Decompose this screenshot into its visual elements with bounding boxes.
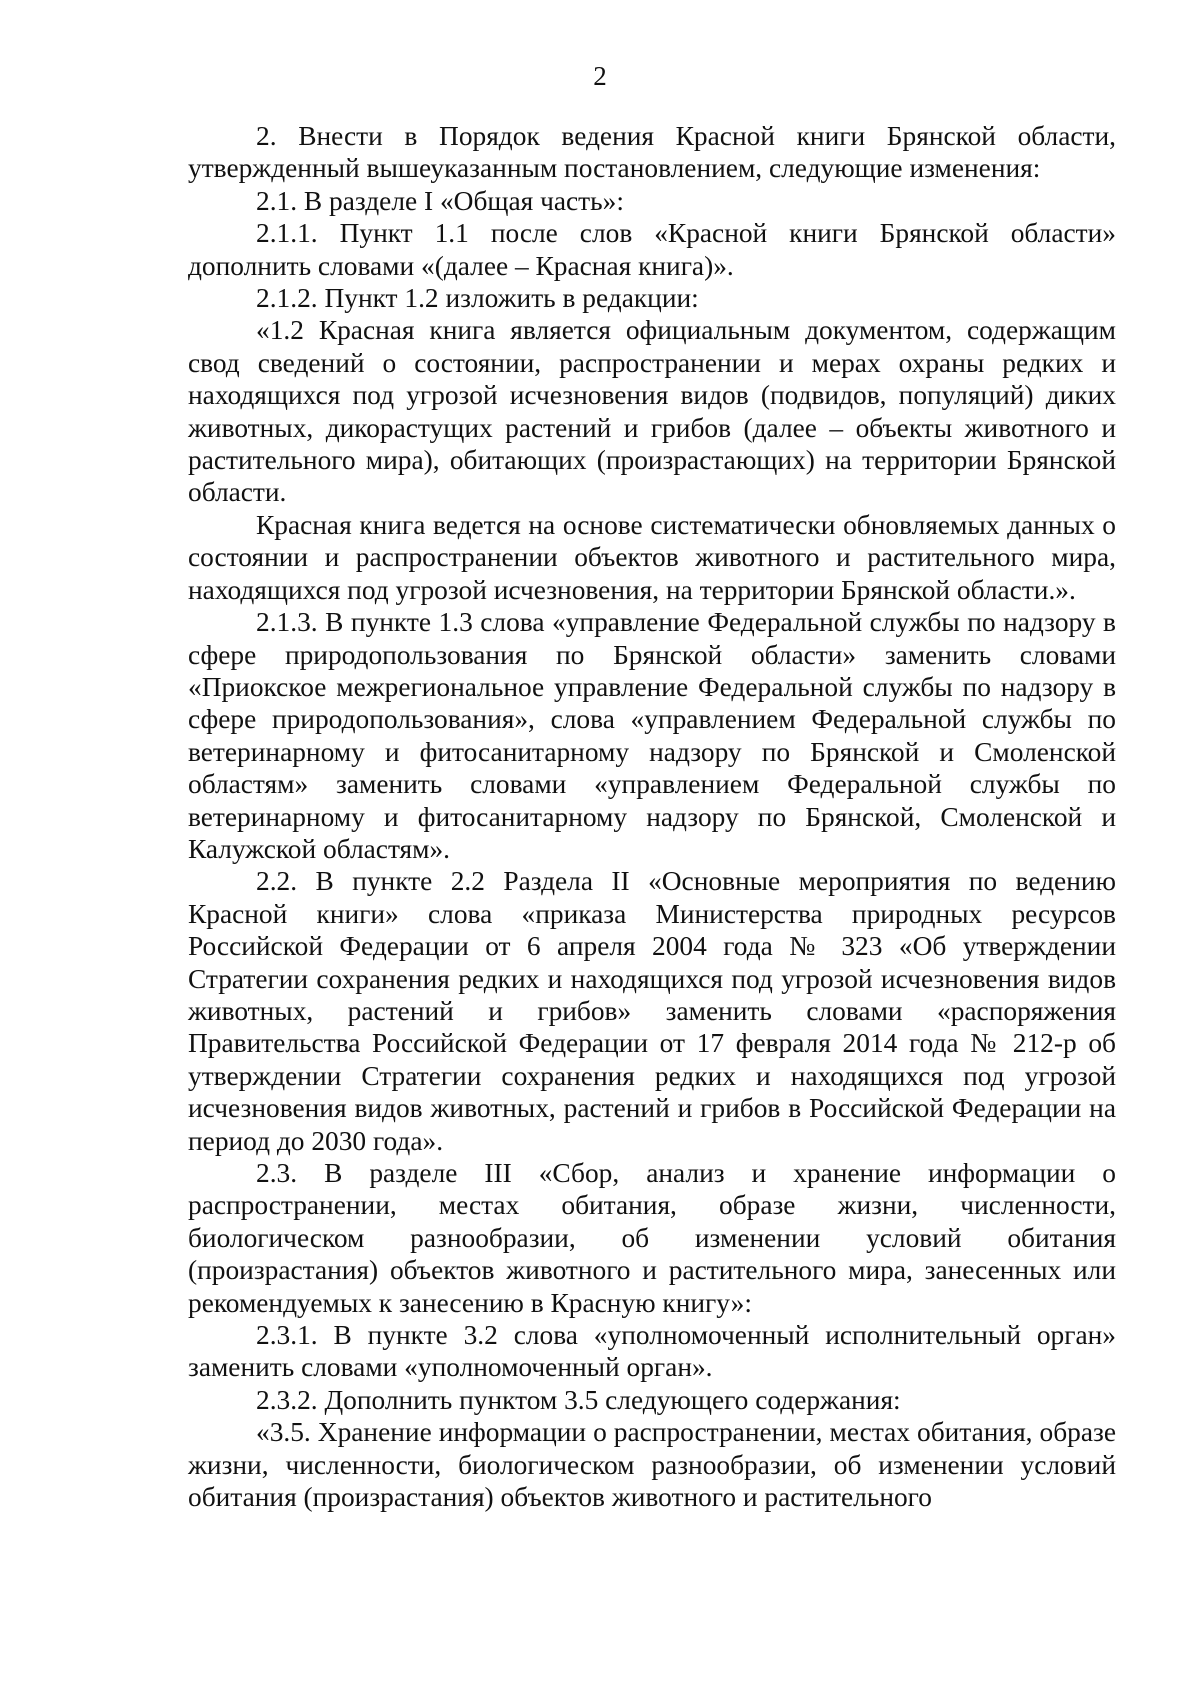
paragraph-quote-3-5: «3.5. Хранение информации о распространении, местах обитания, образе жизни, численности, биологическом разнообразии, об изменении условий обитания (произрастания) объектов животного и растительного [188,1417,1116,1513]
paragraph-red-book-basis: Красная книга ведется на основе систематически обновляемых данных о состоянии и распространении объектов животного и растительного мира, находящихся под угрозой исчезновения, на территории Брянской области.». [188,509,1116,605]
paragraph-2: 2. Внести в Порядок ведения Красной книги Брянской области, утвержденный вышеуказанным постановлением, следующие изменения: [188,121,1116,184]
paragraph-2-1-1: 2.1.1. Пункт 1.1 после слов «Красной книги Брянской области» дополнить словами «(далее – Красная книга)». [188,218,1116,281]
paragraph-2-1-3: 2.1.3. В пункте 1.3 слова «управление Федеральной службы по надзору в сфере природопользования по Брянской области» заменить словами «Приокское межрегиональное управление Федеральной службы по надзору в сфере природопользования», слова «управлением Федеральной службы по ветеринарному и фитосанитарному надзору по Брянской и Смоленской областям» заменить словами «управлением Федеральной службы по ветеринарному и фитосанитарному надзору по Брянской, Смоленской и Калужской областям». [188,607,1116,864]
paragraph-quote-1-2: «1.2 Красная книга является официальным документом, содержащим свод сведений о состоянии, распространении и мерах охраны редких и находящихся под угрозой исчезновения видов (подвидов, популяций) диких животных, дикорастущих растений и грибов (далее – объекты животного и растительного мира), обитающих (произрастающих) на территории Брянской области. [188,315,1116,508]
paragraph-2-2: 2.2. В пункте 2.2 Раздела II «Основные мероприятия по ведению Красной книги» слова «приказа Министерства природных ресурсов Российской Федерации от 6 апреля 2004 года № 323 «Об утверждении Стратегии сохранения редких и находящихся под угрозой исчезновения видов животных, растений и грибов» заменить словами «распоряжения Правительства Российской Федерации от 17 февраля 2014 года № 212-р об утверждении Стратегии сохранения редких и находящихся под угрозой исчезновения видов животных, растений и грибов в Российской Федерации на период до 2030 года». [188,866,1116,1156]
paragraph-2-3: 2.3. В разделе III «Сбор, анализ и хранение информации о распространении, местах обитания, образе жизни, численности, биологическом разнообразии, об изменении условий обитания (произрастания) объектов животного и растительного мира, занесенных или рекомендуемых к занесению в Красную книгу»: [188,1158,1116,1318]
paragraph-2-3-2: 2.3.2. Дополнить пунктом 3.5 следующего содержания: [256,1384,901,1415]
paragraph-2-1-2: 2.1.2. Пункт 1.2 изложить в редакции: [256,283,699,314]
document-body [188,120,1116,1513]
paragraph-2-3-1: 2.3.1. В пункте 3.2 слова «уполномоченный исполнительный орган» заменить словами «уполномоченный орган». [188,1320,1116,1383]
page-number: 2 [593,61,607,91]
paragraph-2-1: 2.1. В разделе I «Общая часть»: [256,185,624,216]
